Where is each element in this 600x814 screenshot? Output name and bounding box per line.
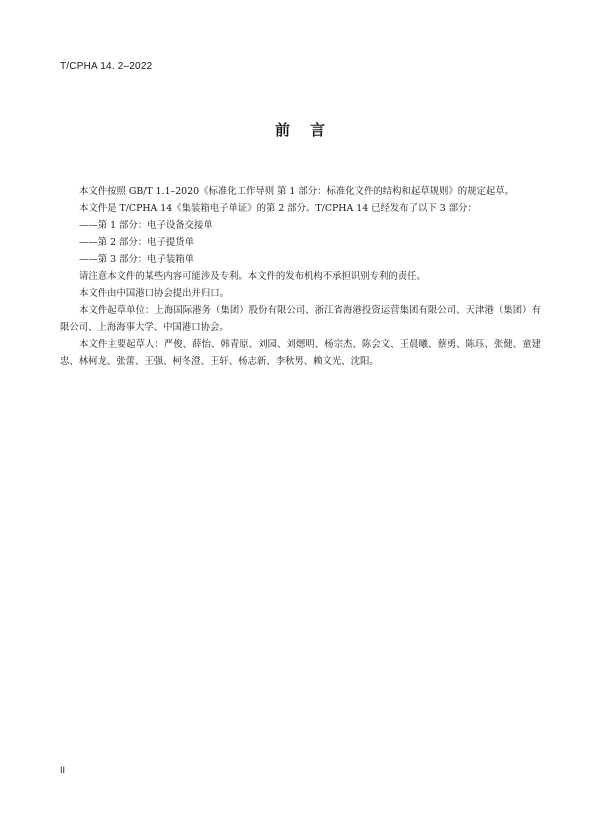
page-number: II [60,765,66,775]
document-id: T/CPHA 14. 2–2022 [60,61,153,72]
paragraph-series-intro: 本文件是 T/CPHA 14《集装箱电子单证》的第 2 部分。T/CPHA 14 已经发布了以下 3 部分： [79,203,477,214]
paragraph-proposer: 本文件由中国港口协会提出并归口。 [79,288,230,299]
list-item: ——第 3 部分：电子装箱单 [79,254,195,265]
paragraph-patent-notice: 请注意本文件的某些内容可能涉及专利。本文件的发布机构不承担识别专利的责任。 [79,271,426,282]
page-title: 前言 [274,121,345,139]
list-item: ——第 2 部分：电子提货单 [79,237,195,248]
paragraph-drafters: 本文件主要起草人：严俊、薛怡、韩青原、刘园、刘煾明、杨宗杰、陈会文、王晨曦、蔡勇、陈珏、张健、童建忠、林柯龙、张蕾、王强、柯冬澄、王轩、杨志新、李秋男、赖文光、沈阳。 [60,339,541,367]
list-item: ——第 1 部分：电子设备交接单 [79,220,213,231]
foreword-body [60,183,541,370]
paragraph-drafting-basis: 本文件按照 GB/T 1.1–2020《标准化工作导则 第 1 部分：标准化文件的结构和起草规则》的规定起草。 [79,186,514,197]
paragraph-drafting-units: 本文件起草单位：上海国际港务（集团）股份有限公司、浙江省海港投资运营集团有限公司、天津港（集团）有限公司、上海海事大学、中国港口协会。 [60,305,541,333]
